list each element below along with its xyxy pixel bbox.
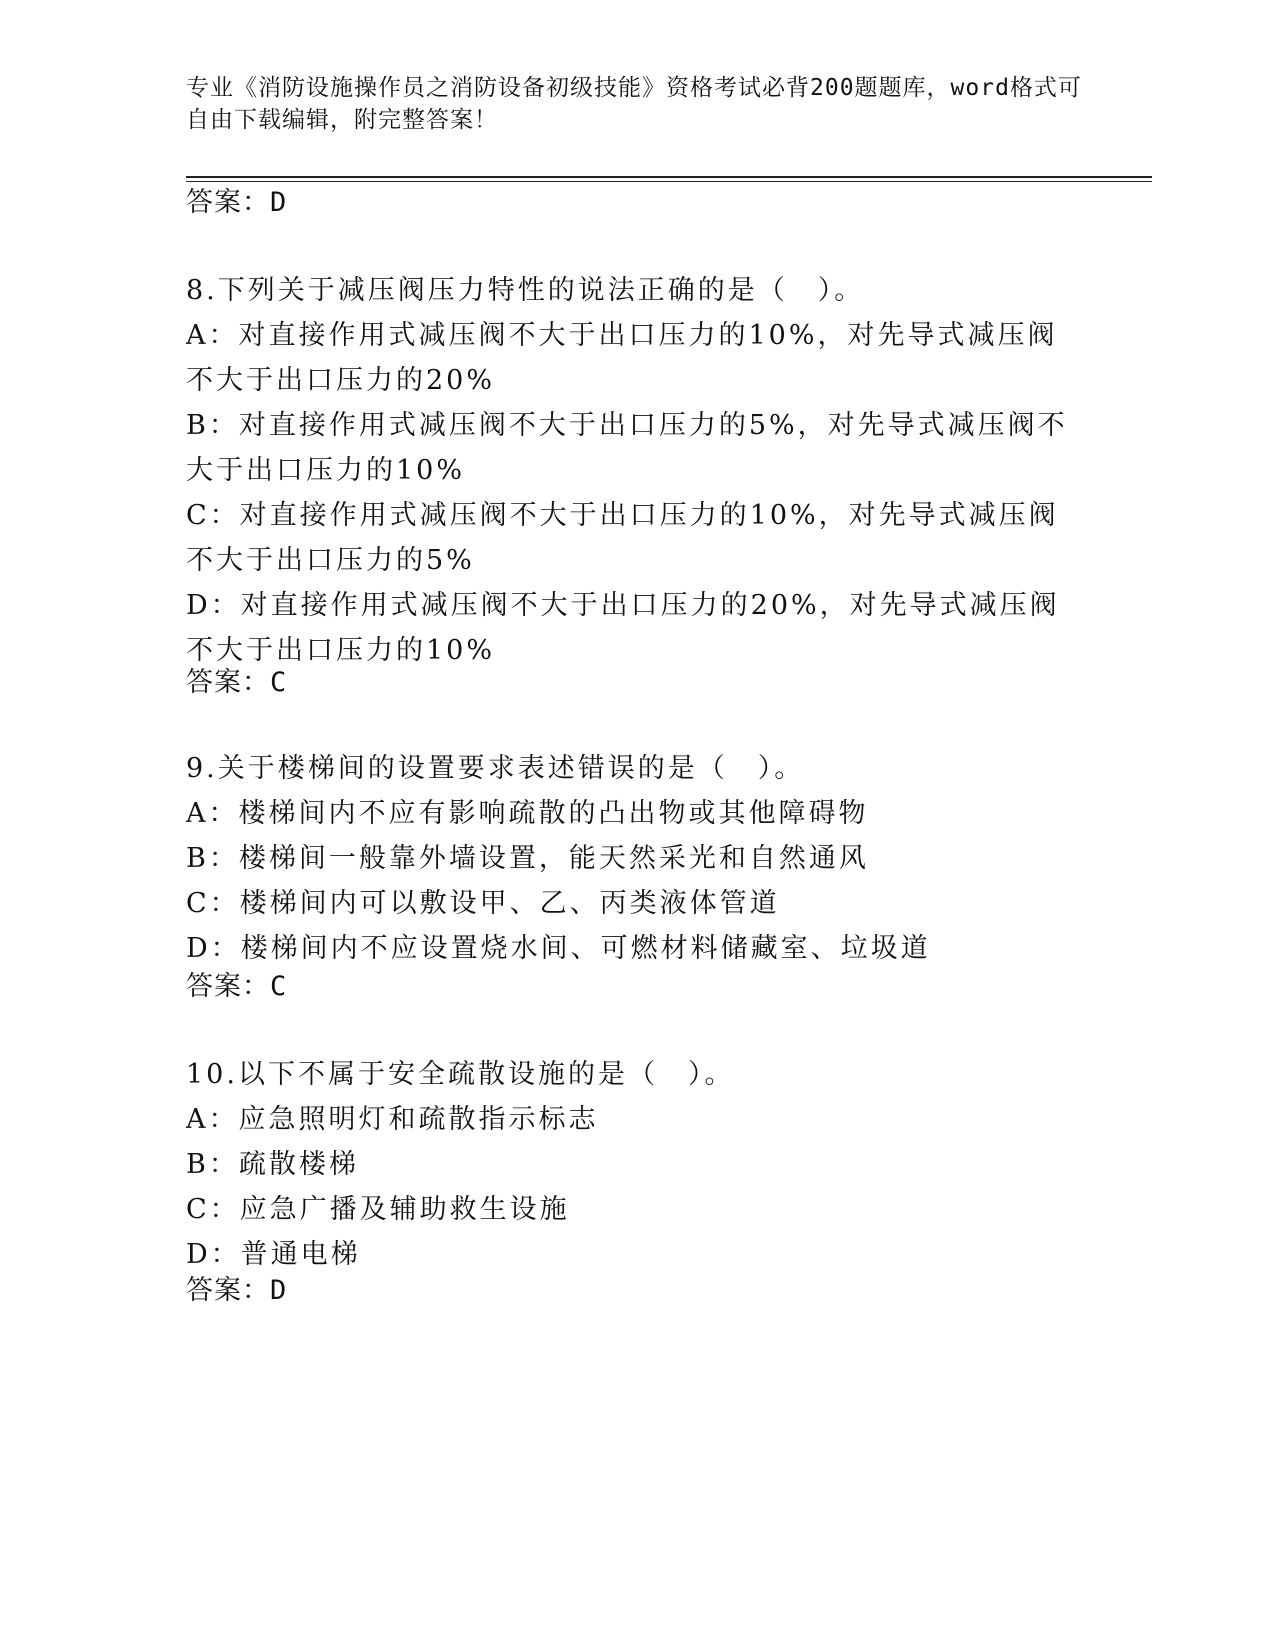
option-b: B：疏散楼梯 xyxy=(186,1149,359,1180)
option-c: C：楼梯间内可以敷设甲、乙、丙类液体管道 xyxy=(186,888,780,919)
option-a: A：楼梯间内不应有影响疏散的凸出物或其他障碍物 xyxy=(186,798,869,829)
document-header: 专业《消防设施操作员之消防设备初级技能》资格考试必背200题题库，word格式可自由下载编辑，附完整答案！ xyxy=(186,75,1082,133)
option-c: C：对直接作用式减压阀不大于出口压力的10%，对先导式减压阀不大于出口压力的5% xyxy=(186,500,1059,576)
question-9 xyxy=(186,746,1086,971)
header-divider-thin xyxy=(186,181,1152,182)
question-8 xyxy=(186,268,1086,673)
option-b: B：楼梯间一般靠外墙设置，能天然采光和自然通风 xyxy=(186,843,869,874)
question-stem: 10.以下不属于安全疏散设施的是（ ）。 xyxy=(186,1059,735,1090)
question-stem: 8.下列关于减压阀压力特性的说法正确的是（ ）。 xyxy=(186,275,865,306)
option-c: C：应急广播及辅助救生设施 xyxy=(186,1194,570,1225)
option-d: D：普通电梯 xyxy=(186,1239,361,1270)
answer-q7: 答案：D xyxy=(186,187,288,218)
option-a: A：应急照明灯和疏散指示标志 xyxy=(186,1104,599,1135)
option-a: A：对直接作用式减压阀不大于出口压力的10%，对先导式减压阀不大于出口压力的20% xyxy=(186,320,1058,396)
question-10 xyxy=(186,1052,1086,1277)
option-d: D：楼梯间内不应设置烧水间、可燃材料储藏室、垃圾道 xyxy=(186,933,931,964)
header-divider xyxy=(186,176,1152,178)
answer-q8: 答案：C xyxy=(186,667,288,698)
option-d: D：对直接作用式减压阀不大于出口压力的20%，对先导式减压阀不大于出口压力的10% xyxy=(186,590,1060,666)
option-b: B：对直接作用式减压阀不大于出口压力的5%，对先导式减压阀不大于出口压力的10% xyxy=(186,410,1068,486)
answer-q10: 答案：D xyxy=(186,1275,288,1306)
answer-q9: 答案：C xyxy=(186,971,288,1002)
question-stem: 9.关于楼梯间的设置要求表述错误的是（ ）。 xyxy=(186,753,805,784)
